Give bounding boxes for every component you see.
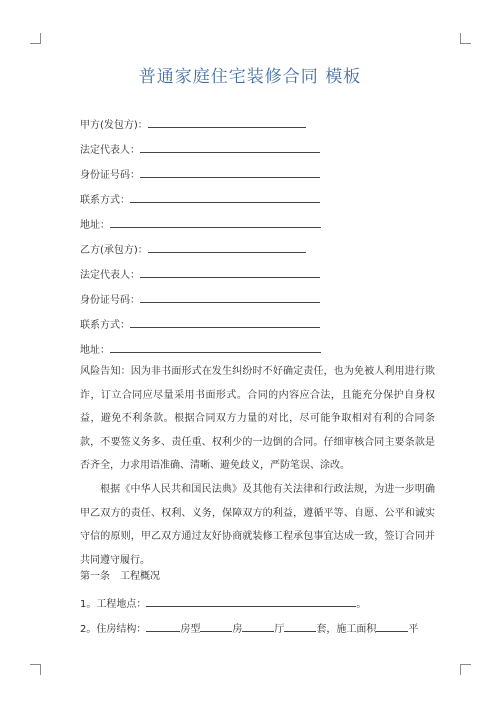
party-a-name-field [80,116,306,133]
area-blank[interactable] [376,620,408,632]
rooms-blank[interactable] [200,620,232,632]
party-b-id-field [80,291,320,308]
room-type-blank[interactable] [146,620,180,632]
article-1-item-2 [80,620,418,637]
party-a-rep-blank[interactable] [140,141,320,153]
party-a-rep-field [80,141,320,158]
party-b-id-blank[interactable] [140,291,320,303]
article-1-heading: 第一条 工程概况 [80,571,160,582]
party-b-contact-field [80,316,320,333]
party-a-name-label: 甲方(发包方)： [80,120,148,131]
party-b-rep-field [80,266,320,283]
structure-label: 2。住房结构： [80,624,147,635]
room-type-label: 房型 [180,624,201,635]
party-b-contact-blank[interactable] [130,316,320,328]
sets-blank[interactable] [284,620,316,632]
crop-mark-bottom-right [460,664,471,675]
party-b-address-blank[interactable] [110,341,321,353]
party-b-name-label: 乙方(承包方)： [80,245,148,256]
party-a-address-blank[interactable] [110,216,321,228]
risk-notice-paragraph: 风险告知：因为非书面形式在发生纠纷时不好确定责任，也为免被人利用进行欺诈，订立合同应尽量采用书面形式。合同的内容应合法，且能充分保护自身权益，避免不利条款。根据合同双方力量的对比，尽可能争取相对有利的合同条款，不要签义务多、责任重、权利少的一边倒的合同。仔细审核合同主要条款是否齐全，力求用语准确、清晰、避免歧义，严防笔误、涂改。 [80,366,435,472]
party-a-id-field [80,166,320,183]
party-a-id-label: 身份证号码： [80,170,140,181]
work-location-blank[interactable] [146,595,356,607]
crop-mark-top-right [460,33,471,44]
crop-mark-top-left [30,33,41,44]
rooms-label: 房 [232,624,243,635]
halls-blank[interactable] [242,620,274,632]
article-1-item-1 [80,595,366,612]
party-a-address-label: 地址： [80,220,110,231]
party-b-name-field [80,241,306,258]
party-b-id-label: 身份证号码： [80,295,140,306]
preamble-paragraph: 根据《中华人民共和国民法典》及其他有关法律和行政法规，为进一步明确甲乙双方的责任、权利、义务，保障双方的利益，遵循平等、自愿、公平和诚实守信的原则，甲乙双方通过友好协商就装修工程承包事宜达成一致，签订合同并共同遵守履行。 [80,484,435,566]
crop-mark-bottom-left [30,664,41,675]
party-a-contact-blank[interactable] [130,191,320,203]
party-b-rep-blank[interactable] [140,266,320,278]
party-a-contact-label: 联系方式： [80,195,130,206]
party-a-contact-field [80,191,320,208]
work-location-end: 。 [356,599,367,610]
area-unit-label: 平 [408,624,419,635]
party-b-name-blank[interactable] [148,241,306,253]
party-a-address-field [80,216,321,233]
party-b-rep-label: 法定代表人： [80,270,140,281]
party-b-contact-label: 联系方式： [80,320,130,331]
halls-label: 厅 [274,624,285,635]
party-a-name-blank[interactable] [148,116,306,128]
document-title: 普通家庭住宅装修合同 模板 [138,67,362,87]
party-b-address-label: 地址： [80,345,110,356]
party-b-address-field [80,341,321,358]
sets-area-label: 套，施工面积 [316,624,377,635]
party-a-rep-label: 法定代表人： [80,145,140,156]
party-a-id-blank[interactable] [140,166,320,178]
work-location-label: 1。工程地点： [80,599,147,610]
